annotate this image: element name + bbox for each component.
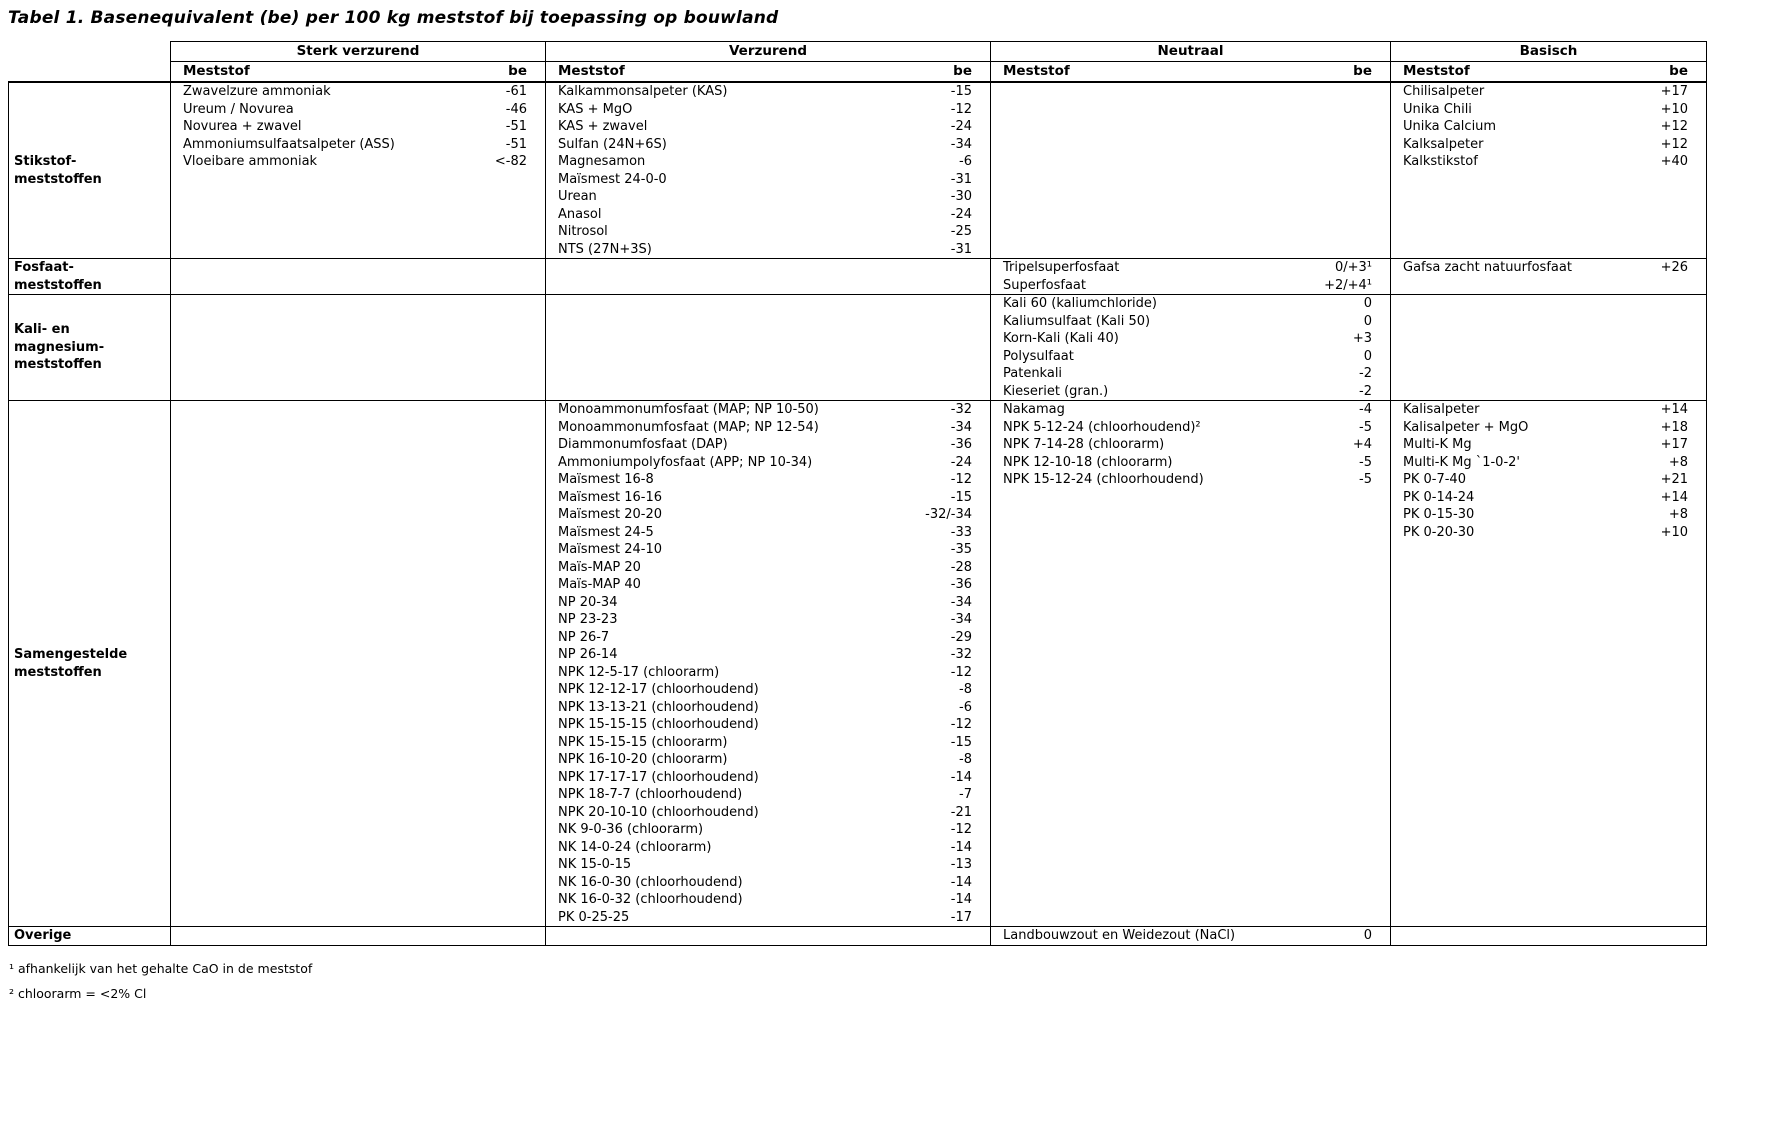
- fertilizer-row: [546, 856, 990, 874]
- fertilizer-row: [991, 313, 1390, 331]
- fertilizer-row: [546, 699, 990, 717]
- table-body: [8, 81, 1707, 946]
- be-value: +10: [1660, 524, 1688, 540]
- fertilizer-row: [546, 419, 990, 437]
- fertilizer-name: PK 0-25-25: [558, 909, 630, 925]
- table-header: [170, 41, 1707, 81]
- fertilizer-row: [546, 629, 990, 647]
- be-value: -12: [950, 822, 972, 837]
- be-value: -13: [950, 857, 972, 872]
- be-value: -17: [950, 909, 972, 925]
- fertilizer-name: Unika Calcium: [1403, 119, 1497, 134]
- be-value: -35: [950, 542, 972, 557]
- fertilizer-name: NPK 12-12-17 (chloorhoudend): [558, 682, 759, 697]
- section-label-kali-magnesium: [9, 295, 170, 400]
- be-value: -15: [950, 734, 972, 750]
- be-value: 0: [1363, 348, 1372, 364]
- subheader-be: be: [508, 63, 527, 79]
- subheader-meststof: Meststof: [1003, 63, 1070, 79]
- fertilizer-name: Ammoniumpolyfosfaat (APP; NP 10-34): [558, 454, 813, 470]
- fertilizer-row: [991, 419, 1390, 437]
- fertilizer-row: [546, 664, 990, 682]
- fertilizer-name: Multi-K Mg `1-0-2': [1403, 454, 1520, 470]
- be-value: -15: [950, 84, 972, 99]
- fertilizer-row: [546, 821, 990, 839]
- be-value: -24: [950, 206, 972, 222]
- be-value: -34: [950, 419, 972, 435]
- be-value: +17: [1660, 437, 1688, 452]
- be-value: -14: [950, 839, 972, 855]
- be-value: +12: [1660, 136, 1688, 152]
- fertilizer-row: [546, 874, 990, 892]
- fertilizer-row: [1391, 506, 1706, 524]
- fertilizer-row: [171, 136, 545, 154]
- fertilizer-row: [991, 454, 1390, 472]
- fertilizer-row: [546, 436, 990, 454]
- fertilizer-name: PK 0-14-24: [1403, 489, 1475, 505]
- fertilizer-name: NP 23-23: [558, 612, 618, 627]
- fertilizer-row: [1391, 401, 1706, 419]
- fertilizer-row: [546, 611, 990, 629]
- be-value: -14: [950, 892, 972, 907]
- be-value: -36: [950, 577, 972, 592]
- be-value: -14: [950, 769, 972, 785]
- fertilizer-name: Maïsmest 24-10: [558, 542, 663, 557]
- fertilizer-row: [546, 118, 990, 136]
- section-label-line: Overige: [14, 928, 72, 943]
- fertilizer-row: [991, 348, 1390, 366]
- fertilizer-name: NPK 15-15-15 (chloorarm): [558, 734, 728, 750]
- fertilizer-row: [546, 576, 990, 594]
- cell-fosfaat-verzurend: [545, 259, 990, 294]
- fertilizer-name: Novurea + zwavel: [183, 119, 302, 134]
- be-value: -15: [950, 489, 972, 505]
- section-label-fosfaat: [9, 259, 170, 294]
- subheader-neutraal: [990, 62, 1390, 81]
- fertilizer-name: Maïsmest 16-16: [558, 489, 663, 505]
- be-value: -34: [950, 594, 972, 610]
- fertilizer-row: [546, 559, 990, 577]
- be-value: +10: [1660, 101, 1688, 117]
- be-value: -24: [950, 454, 972, 470]
- cell-samengesteld-basisch: [1390, 401, 1706, 926]
- fertilizer-table: [8, 41, 1707, 946]
- fertilizer-name: Kieseriet (gran.): [1003, 383, 1109, 399]
- table-title: Tabel 1. Basenequivalent (be) per 100 kg meststof bij toepassing op bouwland: [8, 8, 779, 28]
- fertilizer-row: [546, 241, 990, 259]
- fertilizer-name: Sulfan (24N+6S): [558, 136, 667, 152]
- be-value: -8: [959, 752, 972, 767]
- footnote: ² chloorarm = <2% Cl: [9, 985, 147, 1001]
- section-label-line: Kali- en: [14, 322, 70, 338]
- cell-overige-verzurend: [545, 927, 990, 945]
- fertilizer-name: Urean: [558, 189, 597, 204]
- be-value: -21: [950, 804, 972, 820]
- be-value: -31: [950, 171, 972, 187]
- cell-kali-magnesium-basisch: [1390, 295, 1706, 400]
- fertilizer-name: PK 0-15-30: [1403, 507, 1475, 522]
- be-value: +4: [1352, 437, 1372, 452]
- fertilizer-row: [546, 716, 990, 734]
- be-value: -2: [1359, 383, 1372, 399]
- fertilizer-row: [546, 223, 990, 241]
- section-stikstof: [9, 83, 1706, 259]
- fertilizer-name: Maïs-MAP 20: [558, 559, 641, 575]
- fertilizer-name: NPK 12-10-18 (chloorarm): [1003, 454, 1173, 470]
- fertilizer-row: [546, 506, 990, 524]
- be-value: +2/+4¹: [1324, 277, 1372, 293]
- fertilizer-row: [991, 471, 1390, 489]
- be-value: -25: [950, 224, 972, 239]
- fertilizer-row: [991, 401, 1390, 419]
- cell-kali-magnesium-sterk: [170, 295, 545, 400]
- fertilizer-row: [1391, 153, 1706, 171]
- fertilizer-row: [1391, 436, 1706, 454]
- fertilizer-row: [546, 471, 990, 489]
- fertilizer-name: Maïsmest 24-0-0: [558, 171, 667, 187]
- fertilizer-row: [171, 118, 545, 136]
- fertilizer-row: [546, 83, 990, 101]
- be-value: -7: [959, 787, 972, 802]
- section-label-line: Stikstof-: [14, 154, 77, 169]
- fertilizer-name: Polysulfaat: [1003, 348, 1074, 364]
- fertilizer-name: Maïs-MAP 40: [558, 577, 641, 592]
- fertilizer-name: Tripelsuperfosfaat: [1003, 260, 1120, 275]
- fertilizer-name: NPK 13-13-21 (chloorhoudend): [558, 699, 759, 715]
- fertilizer-row: [546, 891, 990, 909]
- be-value: -12: [950, 101, 972, 117]
- cell-overige-basisch: [1390, 927, 1706, 945]
- be-value: +14: [1660, 489, 1688, 505]
- be-value: -2: [1359, 366, 1372, 381]
- fertilizer-row: [546, 136, 990, 154]
- fertilizer-name: Anasol: [558, 206, 602, 222]
- be-value: -6: [959, 699, 972, 715]
- be-value: -24: [950, 119, 972, 134]
- fertilizer-name: Monoammonumfosfaat (MAP; NP 10-50): [558, 402, 819, 417]
- fertilizer-name: NP 20-34: [558, 594, 618, 610]
- fertilizer-name: NTS (27N+3S): [558, 241, 652, 257]
- be-value: -12: [950, 717, 972, 732]
- fertilizer-name: PK 0-7-40: [1403, 472, 1466, 487]
- fertilizer-row: [991, 295, 1390, 313]
- be-value: +14: [1660, 402, 1688, 417]
- fertilizer-name: Ammoniumsulfaatsalpeter (ASS): [183, 136, 395, 152]
- be-value: +8: [1668, 507, 1688, 522]
- cell-fosfaat-basisch: [1390, 259, 1706, 294]
- be-value: +3: [1352, 331, 1372, 346]
- fertilizer-name: NPK 15-12-24 (chloorhoudend): [1003, 472, 1204, 487]
- fertilizer-row: [546, 101, 990, 119]
- cell-fosfaat-sterk: [170, 259, 545, 294]
- fertilizer-row: [991, 927, 1390, 945]
- subheader-verzurend: [545, 62, 990, 81]
- subheader-be: be: [1669, 63, 1688, 79]
- be-value: -14: [950, 874, 972, 890]
- fertilizer-name: Diammonumfosfaat (DAP): [558, 437, 728, 452]
- cell-samengesteld-neutraal: [990, 401, 1390, 926]
- be-value: -36: [950, 437, 972, 452]
- fertilizer-name: NK 9-0-36 (chloorarm): [558, 822, 704, 837]
- fertilizer-row: [546, 804, 990, 822]
- be-value: +18: [1660, 419, 1688, 435]
- fertilizer-name: NP 26-14: [558, 647, 618, 662]
- fertilizer-name: NPK 16-10-20 (chloorarm): [558, 752, 728, 767]
- fertilizer-row: [991, 436, 1390, 454]
- fertilizer-name: PK 0-20-30: [1403, 524, 1475, 540]
- column-group-header-verzurend: Verzurend: [545, 41, 990, 62]
- be-value: -46: [505, 101, 527, 117]
- fertilizer-name: Nakamag: [1003, 402, 1065, 417]
- fertilizer-row: [546, 646, 990, 664]
- cell-stikstof-verzurend: [545, 83, 990, 258]
- cell-stikstof-sterk: [170, 83, 545, 258]
- fertilizer-row: [546, 454, 990, 472]
- section-label-line: magnesium-: [14, 339, 105, 355]
- column-group-header-basisch: Basisch: [1390, 41, 1707, 62]
- cell-overige-neutraal: [990, 927, 1390, 945]
- fertilizer-name: NPK 12-5-17 (chloorarm): [558, 664, 720, 680]
- fertilizer-name: Kalisalpeter + MgO: [1403, 419, 1529, 435]
- fertilizer-name: Chilisalpeter: [1403, 84, 1485, 99]
- be-value: -6: [959, 154, 972, 169]
- be-value: -5: [1359, 419, 1372, 435]
- fertilizer-row: [546, 401, 990, 419]
- be-value: -61: [505, 84, 527, 99]
- fertilizer-row: [1391, 419, 1706, 437]
- subheader-row: [170, 62, 1707, 81]
- section-overige: [9, 927, 1706, 945]
- cell-stikstof-neutraal: [990, 83, 1390, 258]
- section-label-line: meststoffen: [14, 171, 102, 187]
- be-value: -12: [950, 664, 972, 680]
- subheader-meststof: Meststof: [558, 63, 625, 79]
- fertilizer-row: [546, 681, 990, 699]
- fertilizer-name: Patenkali: [1003, 366, 1063, 381]
- fertilizer-name: Unika Chili: [1403, 101, 1472, 117]
- cell-overige-sterk: [170, 927, 545, 945]
- fertilizer-row: [546, 594, 990, 612]
- be-value: -51: [505, 136, 527, 152]
- section-label-line: Fosfaat-: [14, 260, 74, 275]
- fertilizer-row: [1391, 259, 1706, 277]
- be-value: -29: [950, 629, 972, 645]
- fertilizer-row: [546, 751, 990, 769]
- section-samengesteld: [9, 401, 1706, 927]
- cell-kali-magnesium-neutraal: [990, 295, 1390, 400]
- fertilizer-name: Gafsa zacht natuurfosfaat: [1403, 260, 1572, 275]
- fertilizer-name: Superfosfaat: [1003, 277, 1086, 293]
- be-value: -4: [1359, 402, 1372, 417]
- fertilizer-row: [546, 909, 990, 927]
- subheader-be: be: [953, 63, 972, 79]
- section-fosfaat: [9, 259, 1706, 295]
- be-value: +26: [1660, 260, 1688, 275]
- cell-kali-magnesium-verzurend: [545, 295, 990, 400]
- fertilizer-name: Magnesamon: [558, 154, 646, 169]
- fertilizer-row: [546, 786, 990, 804]
- subheader-sterk-verzurend: [170, 62, 545, 81]
- fertilizer-name: Kaliumsulfaat (Kali 50): [1003, 313, 1151, 329]
- fertilizer-name: Kalkammonsalpeter (KAS): [558, 84, 728, 99]
- be-value: -12: [950, 472, 972, 487]
- section-label-line: meststoffen: [14, 357, 102, 373]
- fertilizer-row: [546, 769, 990, 787]
- fertilizer-row: [1391, 136, 1706, 154]
- fertilizer-name: Multi-K Mg: [1403, 437, 1472, 452]
- fertilizer-row: [546, 153, 990, 171]
- be-value: -5: [1359, 472, 1372, 487]
- fertilizer-name: Monoammonumfosfaat (MAP; NP 12-54): [558, 419, 819, 435]
- be-value: +21: [1660, 472, 1688, 487]
- cell-stikstof-basisch: [1390, 83, 1706, 258]
- fertilizer-row: [546, 171, 990, 189]
- column-group-header-neutraal: Neutraal: [990, 41, 1390, 62]
- fertilizer-name: Kalksalpeter: [1403, 136, 1484, 152]
- fertilizer-row: [991, 259, 1390, 277]
- section-kali-magnesium: [9, 295, 1706, 401]
- be-value: -30: [950, 189, 972, 204]
- section-label-line: meststoffen: [14, 664, 102, 680]
- be-value: -32: [950, 647, 972, 662]
- be-value: -33: [950, 524, 972, 540]
- be-value: -34: [950, 136, 972, 152]
- fertilizer-row: [1391, 101, 1706, 119]
- subheader-meststof: Meststof: [1403, 63, 1470, 79]
- be-value: +40: [1660, 154, 1688, 169]
- cell-fosfaat-neutraal: [990, 259, 1390, 294]
- column-group-header-sterk-verzurend: Sterk verzurend: [170, 41, 545, 62]
- fertilizer-name: NP 26-7: [558, 629, 610, 645]
- fertilizer-row: [546, 734, 990, 752]
- be-value: -31: [950, 241, 972, 257]
- fertilizer-row: [546, 206, 990, 224]
- fertilizer-name: NPK 5-12-24 (chloorhoudend)²: [1003, 419, 1201, 435]
- be-value: -34: [950, 612, 972, 627]
- fertilizer-row: [991, 277, 1390, 295]
- fertilizer-row: [1391, 83, 1706, 101]
- be-value: -32: [950, 402, 972, 417]
- fertilizer-name: Landbouwzout en Weidezout (NaCl): [1003, 928, 1236, 943]
- fertilizer-row: [171, 83, 545, 101]
- fertilizer-name: Zwavelzure ammoniak: [183, 84, 331, 99]
- fertilizer-row: [546, 489, 990, 507]
- fertilizer-name: NPK 15-15-15 (chloorhoudend): [558, 717, 759, 732]
- fertilizer-name: NPK 20-10-10 (chloorhoudend): [558, 804, 759, 820]
- fertilizer-row: [1391, 118, 1706, 136]
- fertilizer-name: NPK 17-17-17 (chloorhoudend): [558, 769, 759, 785]
- fertilizer-row: [546, 188, 990, 206]
- fertilizer-name: Maïsmest 16-8: [558, 472, 654, 487]
- be-value: -8: [959, 682, 972, 697]
- be-value: 0: [1363, 928, 1372, 943]
- fertilizer-name: Kalisalpeter: [1403, 402, 1480, 417]
- fertilizer-row: [991, 383, 1390, 401]
- be-value: -51: [505, 119, 527, 134]
- subheader-basisch: [1390, 62, 1707, 81]
- fertilizer-name: Nitrosol: [558, 224, 608, 239]
- fertilizer-row: [1391, 489, 1706, 507]
- fertilizer-name: KAS + zwavel: [558, 119, 648, 134]
- be-value: -32/-34: [925, 507, 972, 522]
- fertilizer-row: [546, 541, 990, 559]
- fertilizer-name: Vloeibare ammoniak: [183, 154, 318, 169]
- fertilizer-row: [991, 330, 1390, 348]
- fertilizer-name: NK 14-0-24 (chloorarm): [558, 839, 712, 855]
- column-group-header-row: [170, 41, 1707, 62]
- fertilizer-name: NK 15-0-15: [558, 857, 632, 872]
- section-label-line: meststoffen: [14, 277, 102, 293]
- be-value: -28: [950, 559, 972, 575]
- subheader-meststof: Meststof: [183, 63, 250, 79]
- be-value: +8: [1668, 454, 1688, 470]
- section-label-stikstof: [9, 83, 170, 258]
- be-value: +17: [1660, 84, 1688, 99]
- section-label-samengesteld: [9, 401, 170, 926]
- footnotes: [9, 956, 1782, 1006]
- fertilizer-name: NK 16-0-32 (chloorhoudend): [558, 892, 743, 907]
- fertilizer-name: NK 16-0-30 (chloorhoudend): [558, 874, 743, 890]
- be-value: 0: [1363, 296, 1372, 311]
- fertilizer-row: [171, 153, 545, 171]
- fertilizer-name: Kali 60 (kaliumchloride): [1003, 296, 1157, 311]
- fertilizer-name: Korn-Kali (Kali 40): [1003, 331, 1119, 346]
- subheader-be: be: [1353, 63, 1372, 79]
- be-value: -5: [1359, 454, 1372, 470]
- be-value: 0/+3¹: [1334, 260, 1372, 275]
- fertilizer-row: [991, 365, 1390, 383]
- section-label-line: Samengestelde: [14, 647, 128, 662]
- fertilizer-name: Maïsmest 20-20: [558, 507, 663, 522]
- fertilizer-row: [1391, 471, 1706, 489]
- fertilizer-name: KAS + MgO: [558, 101, 633, 117]
- fertilizer-row: [1391, 454, 1706, 472]
- be-value: +12: [1660, 119, 1688, 134]
- cell-samengesteld-sterk: [170, 401, 545, 926]
- fertilizer-name: Ureum / Novurea: [183, 101, 294, 117]
- be-value: <-82: [494, 154, 527, 169]
- fertilizer-row: [1391, 524, 1706, 542]
- fertilizer-name: NPK 7-14-28 (chloorarm): [1003, 437, 1165, 452]
- fertilizer-row: [546, 524, 990, 542]
- section-label-overige: [9, 927, 170, 945]
- fertilizer-name: Kalkstikstof: [1403, 154, 1478, 169]
- fertilizer-row: [171, 101, 545, 119]
- fertilizer-row: [546, 839, 990, 857]
- cell-samengesteld-verzurend: [545, 401, 990, 926]
- footnote: ¹ afhankelijk van het gehalte CaO in de meststof: [9, 960, 313, 976]
- fertilizer-name: NPK 18-7-7 (chloorhoudend): [558, 787, 743, 802]
- fertilizer-name: Maïsmest 24-5: [558, 524, 654, 540]
- be-value: 0: [1363, 313, 1372, 329]
